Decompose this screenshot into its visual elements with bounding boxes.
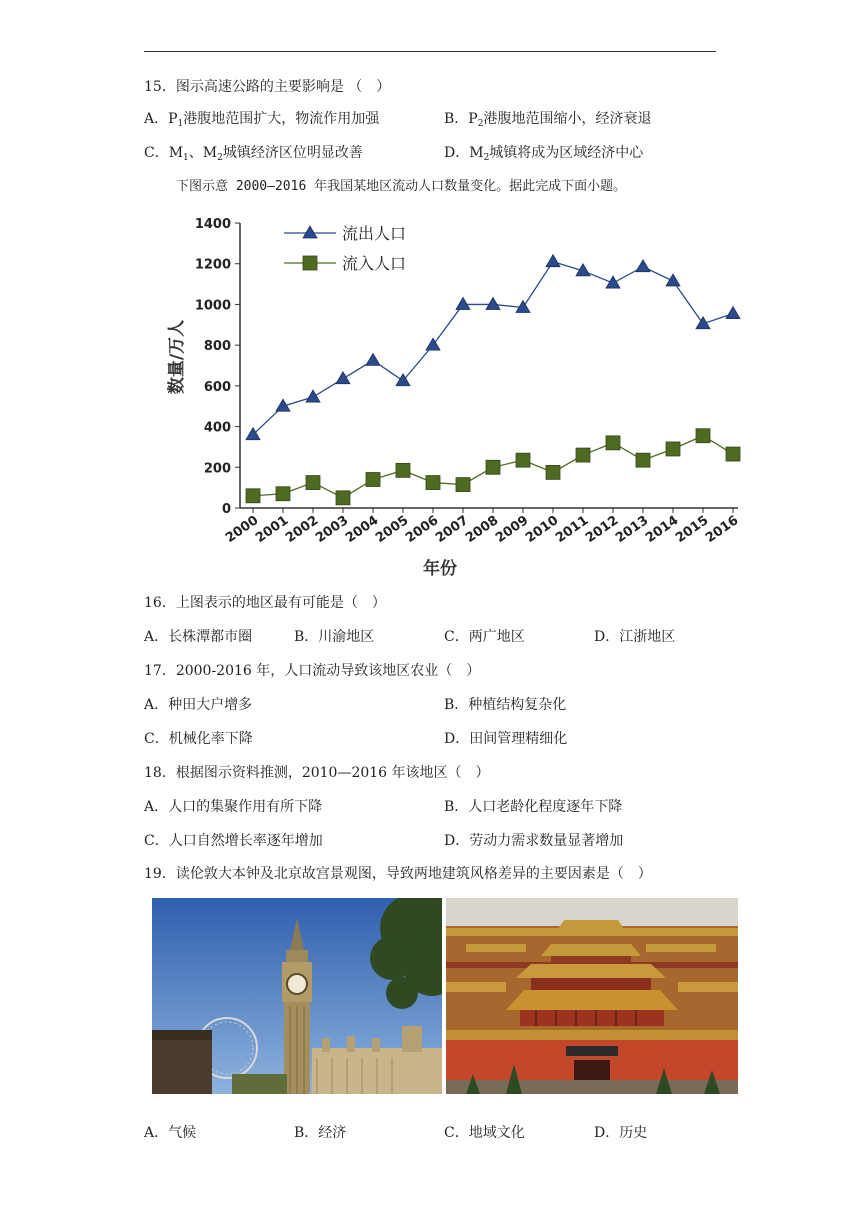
x-tick-label: 2009 [493,512,532,547]
q19-option-a[interactable]: A．气候 [144,1125,197,1141]
y-tick-label: 200 [203,461,231,477]
chart-intro: 下图示意 2000—2016 年我国某地区流动人口数量变化。据此完成下面小题。 [176,179,627,194]
chart-legend [284,224,406,273]
x-tick-label: 2011 [553,512,592,547]
chart-marks [246,255,740,505]
inflow-point [546,465,560,479]
q18-option-b[interactable]: B．人口老龄化程度逐年下降 [444,799,623,815]
inflow-point [336,491,350,505]
y-tick-label: 600 [203,379,231,395]
q15-c-sub1: 1 [183,153,189,163]
y-tick-label: 1200 [194,257,231,273]
q15-d-text: 城镇将成为区域经济中心 [489,145,644,161]
inflow-point [366,473,380,487]
q19-stem: 19．读伦敦大本钟及北京故宫景观图，导致两地建筑风格差异的主要因素是（ ） [144,866,652,882]
x-tick-label: 2012 [583,512,622,547]
inflow-legend-label: 流入人口 [342,254,407,273]
inflow-point [576,448,590,462]
x-axis-label: 年份 [423,559,457,579]
outflow-point [726,307,740,319]
x-tick-label: 2003 [313,512,352,547]
outflow-point [336,372,350,384]
q16-option-b[interactable]: B．川渝地区 [294,629,375,645]
outflow-point [426,338,440,350]
q15-option-b[interactable] [444,108,651,129]
outflow-point [306,390,320,402]
q17-option-d[interactable]: D．田间管理精细化 [444,731,568,747]
q15-option-c[interactable] [144,142,363,163]
x-tick-label: 2002 [283,512,322,547]
x-tick-label: 2008 [463,512,502,547]
q17-option-c[interactable]: C．机械化率下降 [144,731,253,747]
inflow-point [276,487,290,501]
big-ben-photo [152,898,442,1094]
outflow-point [366,353,380,365]
inflow-point [636,453,650,467]
q17-option-a[interactable]: A．种田大户增多 [144,697,253,713]
q18-option-a[interactable]: A．人口的集聚作用有所下降 [144,799,323,815]
x-tick-label: 2013 [613,512,652,547]
q18-option-d[interactable]: D．劳动力需求数量显著增加 [444,833,624,849]
q19-option-d[interactable]: D．历史 [594,1125,648,1141]
outflow-series-line [253,262,733,435]
inflow-point [486,460,500,474]
y-tick-label: 800 [203,339,231,355]
q15-c-text: 城镇经济区位明显改善 [222,145,363,161]
q15-b-text: 港腹地范围缩小，经济衰退 [483,111,652,127]
q15-d-sub: 2 [483,153,490,163]
x-tick-label: 2006 [403,512,442,547]
outflow-point [546,255,560,267]
inflow-point [696,429,710,443]
forbidden-city-photo [446,898,738,1094]
q18-stem: 18．根据图示资料推测，2010—2016 年该地区（ ） [144,765,490,781]
y-tick-label: 400 [203,420,231,436]
q17-stem: 17．2000-2016 年，人口流动导致该地区农业（ ） [144,663,481,679]
inflow-point [456,478,470,492]
inflow-legend-marker [303,256,317,270]
q15-option-a[interactable] [144,108,379,129]
outflow-point [666,274,680,286]
x-tick-label: 2007 [433,512,472,547]
q18-option-c[interactable]: C．人口自然增长率逐年增加 [144,833,323,849]
inflow-point [606,436,620,450]
inflow-point [306,476,320,490]
q15-b-sub: 2 [477,119,484,129]
x-tick-label: 2005 [373,512,412,547]
outflow-point [486,297,500,309]
x-tick-label: 2001 [253,512,292,547]
outflow-point [606,276,620,288]
outflow-point [636,260,650,272]
q16-option-a[interactable]: A．长株潭都市圈 [144,629,253,645]
q15-a-prefix: A．P [144,111,178,127]
q16-option-d[interactable]: D．江浙地区 [594,629,676,645]
y-tick-label: 1400 [194,217,231,232]
q15-d-prefix: D．M [444,145,484,161]
x-tick-label: 2014 [643,512,682,547]
outflow-point [456,297,470,309]
q15-c-sub2: 2 [217,153,223,163]
inflow-point [726,447,740,461]
x-tick-label: 2016 [703,512,742,547]
q19-option-b[interactable]: B．经济 [294,1125,347,1141]
q17-option-b[interactable]: B．种植结构复杂化 [444,697,567,713]
y-tick-label: 0 [221,502,231,517]
inflow-point [426,476,440,490]
inflow-point [516,453,530,467]
outflow-legend-marker [303,226,317,238]
y-axis-label: 数量/万人 [167,319,187,395]
q15-c-mid: 、M [188,145,218,161]
q15-c-prefix: C．M [144,145,184,161]
x-tick-label: 2015 [673,512,712,547]
q15-a-text: 港腹地范围扩大，物流作用加强 [183,111,380,127]
inflow-point [246,489,260,503]
q16-stem: 16．上图表示的地区最有可能是（ ） [144,595,386,611]
q16-option-c[interactable]: C．两广地区 [444,629,525,645]
q19-option-c[interactable]: C．地域文化 [444,1125,525,1141]
population-flow-chart [160,205,750,585]
q15-b-prefix: B．P [444,111,478,127]
inflow-point [666,442,680,456]
q15-stem: 15．图示高速公路的主要影响是 （ ） [144,79,391,95]
q15-option-d[interactable] [444,142,643,163]
q15-a-sub: 1 [177,119,184,129]
x-tick-label: 2000 [223,512,262,547]
x-tick-label: 2010 [523,512,562,547]
inflow-point [396,463,410,477]
top-rule [144,51,716,52]
x-tick-label: 2004 [343,512,382,547]
outflow-legend-label: 流出人口 [342,224,407,243]
y-tick-label: 1000 [194,298,231,314]
